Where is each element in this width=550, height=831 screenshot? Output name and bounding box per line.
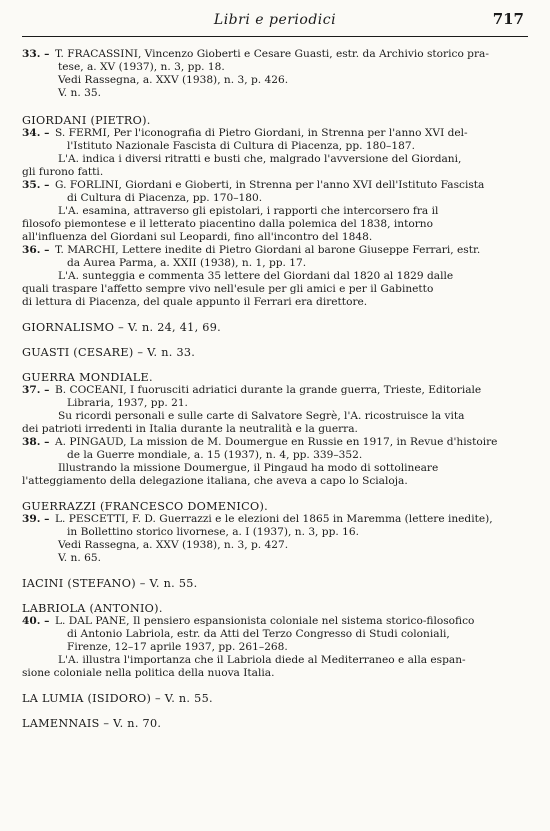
entry-number: 36. – xyxy=(22,244,50,256)
entry-line xyxy=(22,244,528,257)
header-rule xyxy=(22,36,528,37)
entry-line xyxy=(22,48,528,61)
section-heading: GIORDANI (PIETRO). xyxy=(22,114,151,127)
entry-line xyxy=(22,552,528,565)
entry-line xyxy=(22,166,528,179)
section-heading: GUASTI (CESARE) – V. n. 33. xyxy=(22,346,196,359)
section-heading: GUERRAZZI (FRANCESCO DOMENICO). xyxy=(22,500,269,513)
entry-text: Illustrando la missione Doumergue, il Pingaud ha modo di sottolineare xyxy=(58,462,439,474)
bibliography-entry xyxy=(22,179,528,244)
entry-number: 40. – xyxy=(22,615,50,627)
entry-text: da Aurea Parma, a. XXII (1938), n. 1, pp. 17. xyxy=(67,257,307,269)
entry-line xyxy=(22,127,528,140)
entry-text: Vedi Rassegna, a. XXV (1938), n. 3, p. 427. xyxy=(58,539,289,551)
entry-number: 34. – xyxy=(22,127,50,139)
entry-text: Su ricordi personali e sulle carte di Salvatore Segrè, l'A. ricostruisce la vita xyxy=(58,410,465,422)
entry-line xyxy=(22,397,528,410)
entry-text: quali traspare l'affetto sempre vivo nell'esule per gli amici e per il Gabinetto xyxy=(22,283,434,295)
section-heading: GIORNALISMO – V. n. 24, 41, 69. xyxy=(22,321,222,334)
entry-line xyxy=(22,231,528,244)
section-heading: LAMENNAIS – V. n. 70. xyxy=(22,717,162,730)
entry-text: A. PINGAUD, La mission de M. Doumergue en Russie en 1917, in Revue d'histoire xyxy=(55,436,498,448)
entry-text: de la Guerre mondiale, a. 15 (1937), n. 4, pp. 339–352. xyxy=(67,449,363,461)
entry-line xyxy=(22,641,528,654)
entry-line xyxy=(22,205,528,218)
bibliography-body xyxy=(22,48,528,730)
entry-text: sione coloniale nella politica della nuova Italia. xyxy=(22,667,275,679)
entry-line xyxy=(22,179,528,192)
entry-text: L. DAL PANE, Il pensiero espansionista coloniale nel sistema storico-filosofico xyxy=(55,615,475,627)
entry-text: l'Istituto Nazionale Fascista di Cultura di Piacenza, pp. 180–187. xyxy=(67,140,415,152)
entry-line xyxy=(22,436,528,449)
entry-text: di Antonio Labriola, estr. da Atti del Terzo Congresso di Studi coloniali, xyxy=(67,628,450,640)
entry-text: gli furono fatti. xyxy=(22,166,104,178)
page-number: 717 xyxy=(492,10,524,28)
entry-line xyxy=(22,628,528,641)
entry-line xyxy=(22,270,528,283)
entry-line xyxy=(22,296,528,309)
running-title: Libri e periodici xyxy=(213,12,337,28)
entry-line xyxy=(22,462,528,475)
entry-line xyxy=(22,654,528,667)
entry-number: 38. – xyxy=(22,436,50,448)
entry-text: dei patrioti irredenti in Italia durante la neutralità e la guerra. xyxy=(22,423,358,435)
entry-line xyxy=(22,61,528,74)
entry-text: di lettura di Piacenza, del quale appunto il Ferrari era direttore. xyxy=(22,296,368,308)
entry-text: l'atteggiamento della delegazione italiana, che aveva a capo lo Scialoja. xyxy=(22,475,408,487)
entry-text: filosofo piemontese e il letterato piacentino dalla polemica del 1838, intorno xyxy=(22,218,433,230)
entry-line xyxy=(22,615,528,628)
section-heading: LABRIOLA (ANTONIO). xyxy=(22,602,163,615)
entry-number: 39. – xyxy=(22,513,50,525)
entry-text: Libraria, 1937, pp. 21. xyxy=(67,397,188,409)
entry-text: T. MARCHI, Lettere inedite di Pietro Giordani al barone Giuseppe Ferrari, estr. xyxy=(55,244,481,256)
section-heading: GUERRA MONDIALE. xyxy=(22,371,153,384)
entry-text: L'A. indica i diversi ritratti e busti che, malgrado l'avversione del Giordani, xyxy=(58,153,462,165)
entry-text: L'A. illustra l'importanza che il Labriola diede al Mediterraneo e alla espan- xyxy=(58,654,466,666)
entry-line xyxy=(22,283,528,296)
entry-line xyxy=(22,87,528,100)
bibliography-entry xyxy=(22,615,528,680)
entry-line xyxy=(22,257,528,270)
entry-line xyxy=(22,153,528,166)
entry-text: in Bollettino storico livornese, a. I (1937), n. 3, pp. 16. xyxy=(67,526,359,538)
entry-number: 35. – xyxy=(22,179,50,191)
entry-line xyxy=(22,74,528,87)
bibliography-entry xyxy=(22,244,528,309)
entry-text: L'A. sunteggia e commenta 35 lettere del Giordani dal 1820 al 1829 dalle xyxy=(58,270,454,282)
entry-line xyxy=(22,449,528,462)
entry-text: V. n. 35. xyxy=(58,87,101,99)
entry-number: 33. – xyxy=(22,48,50,60)
entry-text: Vedi Rassegna, a. XXV (1938), n. 3, p. 426. xyxy=(58,74,289,86)
entry-line xyxy=(22,218,528,231)
section-heading: LA LUMIA (ISIDORO) – V. n. 55. xyxy=(22,692,213,705)
entry-line xyxy=(22,539,528,552)
entry-text: T. FRACASSINI, Vincenzo Gioberti e Cesare Guasti, estr. da Archivio storico pra- xyxy=(55,48,489,60)
entry-text: G. FORLINI, Giordani e Gioberti, in Strenna per l'anno XVI dell'Istituto Fascista xyxy=(55,179,485,191)
entry-text: L'A. esamina, attraverso gli epistolari, i rapporti che intercorsero fra il xyxy=(58,205,439,217)
entry-line xyxy=(22,475,528,488)
entry-line xyxy=(22,140,528,153)
bibliography-entry xyxy=(22,127,528,179)
bibliography-entry xyxy=(22,513,528,565)
entry-line xyxy=(22,513,528,526)
entry-number: 37. – xyxy=(22,384,50,396)
entry-text: all'influenza del Giordani sul Leopardi, fino all'incontro del 1848. xyxy=(22,231,373,243)
bibliography-entry xyxy=(22,384,528,436)
entry-line xyxy=(22,526,528,539)
entry-text: B. COCEANI, I fuorusciti adriatici durante la grande guerra, Trieste, Editoriale xyxy=(55,384,482,396)
entry-line xyxy=(22,423,528,436)
running-header xyxy=(0,12,550,34)
entry-line xyxy=(22,410,528,423)
entry-line xyxy=(22,192,528,205)
entry-line xyxy=(22,667,528,680)
entry-text: S. FERMI, Per l'iconografia di Pietro Giordani, in Strenna per l'anno XVI del- xyxy=(55,127,468,139)
bibliography-entry xyxy=(22,436,528,488)
entry-text: di Cultura di Piacenza, pp. 170–180. xyxy=(67,192,263,204)
bibliography-entry xyxy=(22,48,528,100)
entry-text: L. PESCETTI, F. D. Guerrazzi e le elezioni del 1865 in Maremma (lettere inedite), xyxy=(55,513,493,525)
section-heading: IACINI (STEFANO) – V. n. 55. xyxy=(22,577,198,590)
entry-text: Firenze, 12–17 aprile 1937, pp. 261–268. xyxy=(67,641,288,653)
entry-text: V. n. 65. xyxy=(58,552,101,564)
entry-line xyxy=(22,384,528,397)
entry-text: tese, a. XV (1937), n. 3, pp. 18. xyxy=(58,61,225,73)
